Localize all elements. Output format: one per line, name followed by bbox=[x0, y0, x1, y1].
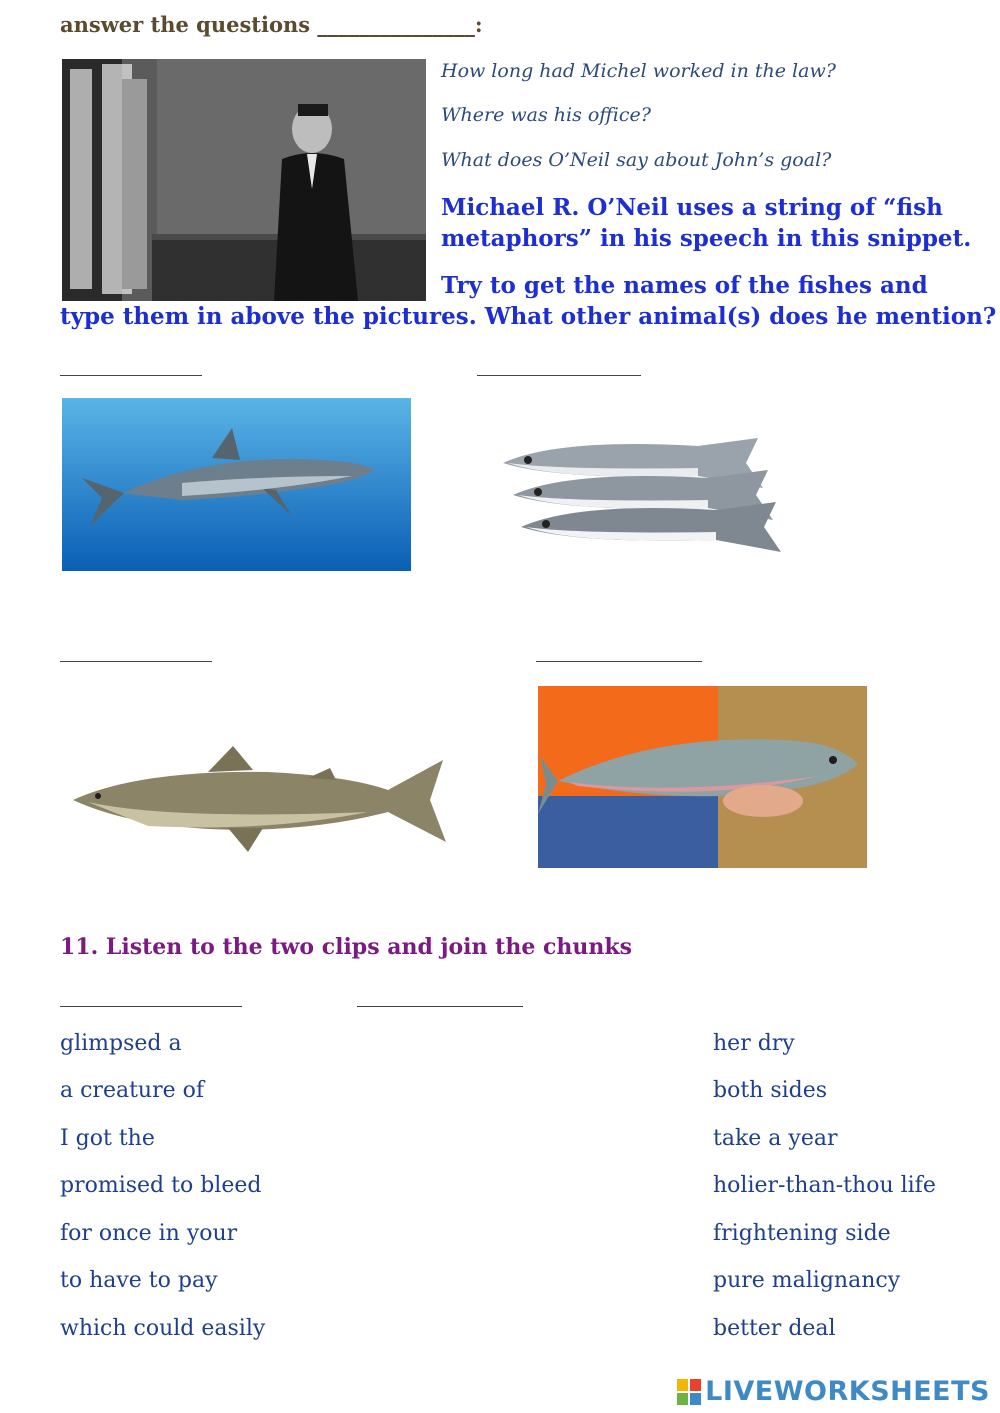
shark-image bbox=[62, 398, 411, 571]
answer-blank-trout[interactable] bbox=[536, 661, 702, 662]
left-chunk-5[interactable]: for once in your bbox=[60, 1221, 238, 1246]
paragraph2-line2: type them in above the pictures. What other animal(s) does he mention? bbox=[60, 303, 997, 330]
paragraph1-line2: metaphors” in his speech in this snippet. bbox=[441, 225, 972, 252]
question-3: What does O’Neil say about John’s goal? bbox=[441, 149, 832, 171]
left-chunk-7[interactable]: which could easily bbox=[60, 1316, 266, 1341]
chunk-answer-blank-2[interactable] bbox=[357, 1006, 523, 1007]
section-11-title: 11. Listen to the two clips and join the chunks bbox=[60, 934, 632, 960]
left-chunk-6[interactable]: to have to pay bbox=[60, 1268, 218, 1293]
liveworksheets-logo bbox=[677, 1376, 990, 1407]
right-chunk-6[interactable]: pure malignancy bbox=[713, 1268, 901, 1293]
liveworksheets-logo-text: LIVEWORKSHEETS bbox=[705, 1376, 990, 1407]
question-1: How long had Michel worked in the law? bbox=[441, 60, 836, 82]
left-chunk-1[interactable]: glimpsed a bbox=[60, 1031, 182, 1056]
answer-blank-bass[interactable] bbox=[477, 375, 641, 376]
bass-image bbox=[498, 418, 788, 563]
answer-blank-salmon[interactable] bbox=[60, 661, 212, 662]
left-chunk-4[interactable]: promised to bleed bbox=[60, 1173, 262, 1198]
paragraph1-line1: Michael R. O’Neil uses a string of “fish bbox=[441, 194, 943, 221]
paragraph2-line1: Try to get the names of the fishes and bbox=[441, 272, 928, 299]
man-photo bbox=[62, 59, 426, 301]
salmon-image bbox=[68, 740, 448, 860]
answer-blank-shark[interactable] bbox=[60, 375, 202, 376]
question-2: Where was his office? bbox=[441, 104, 651, 126]
chunk-answer-blank-1[interactable] bbox=[60, 1006, 242, 1007]
right-chunk-7[interactable]: better deal bbox=[713, 1316, 836, 1341]
liveworksheets-logo-icon bbox=[677, 1379, 701, 1405]
right-chunk-1[interactable]: her dry bbox=[713, 1031, 795, 1056]
worksheet-heading: answer the questions _______________: bbox=[60, 12, 483, 37]
trout-image bbox=[538, 686, 867, 868]
right-chunk-3[interactable]: take a year bbox=[713, 1126, 838, 1151]
left-chunk-3[interactable]: I got the bbox=[60, 1126, 155, 1151]
right-chunk-4[interactable]: holier-than-thou life bbox=[713, 1173, 936, 1198]
right-chunk-5[interactable]: frightening side bbox=[713, 1221, 891, 1246]
right-chunk-2[interactable]: both sides bbox=[713, 1078, 828, 1103]
left-chunk-2[interactable]: a creature of bbox=[60, 1078, 205, 1103]
